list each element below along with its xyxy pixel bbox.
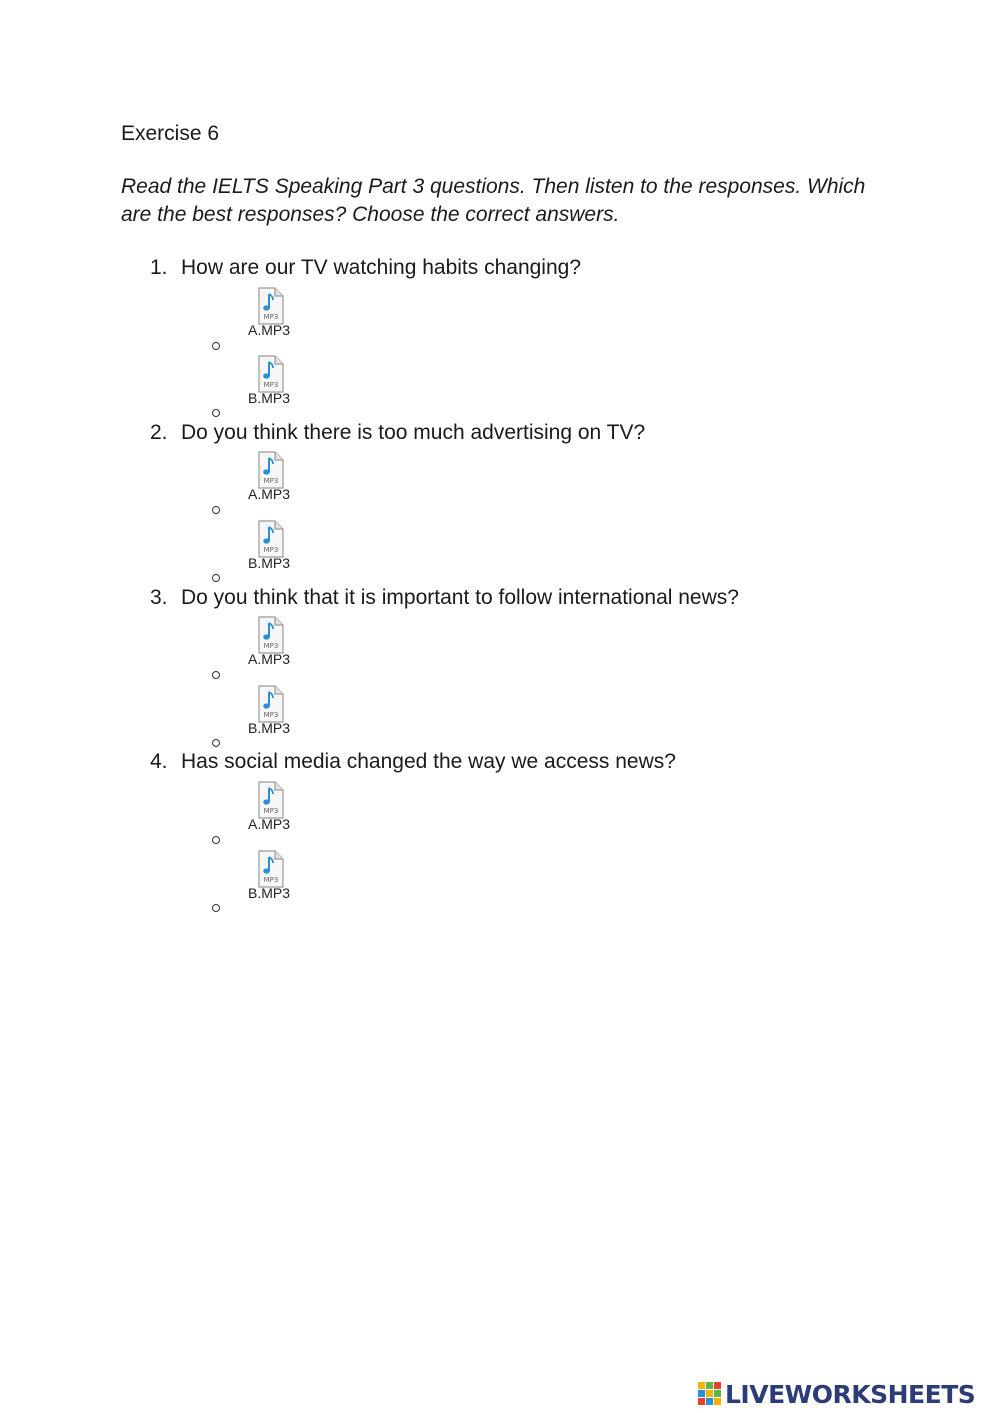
mp3-file-icon (252, 615, 286, 655)
question-number: 1. (150, 256, 168, 279)
question-text: Do you think there is too much advertising on TV? (181, 421, 646, 444)
question-text: How are our TV watching habits changing? (181, 256, 582, 279)
exercise-instructions: Read the IELTS Speaking Part 3 questions. Then listen to the responses. Which are the best responses? Choose the correct answers. (121, 175, 866, 226)
audio-option-3a[interactable] (242, 615, 296, 667)
radio-option-4a[interactable] (212, 836, 220, 844)
question-text: Has social media changed the way we access news? (181, 750, 676, 773)
question-text: Do you think that it is important to follow international news? (181, 586, 739, 609)
radio-option-3a[interactable] (212, 671, 220, 679)
svg-text:MP3: MP3 (263, 876, 279, 884)
svg-text:MP3: MP3 (263, 546, 279, 554)
audio-option-1a[interactable] (242, 286, 296, 338)
brand-name: LIVEWORKSHEETS (725, 1379, 976, 1409)
exercise-title: Exercise 6 (121, 122, 220, 145)
mp3-file-icon (252, 684, 286, 724)
question-3 (150, 586, 739, 610)
radio-option-3b[interactable] (212, 739, 220, 747)
audio-file-name: A.MP3 (247, 816, 290, 832)
audio-option-3b[interactable] (242, 684, 296, 736)
radio-option-4b[interactable] (212, 904, 220, 912)
svg-text:MP3: MP3 (263, 381, 279, 389)
svg-text:MP3: MP3 (263, 807, 279, 815)
svg-text:MP3: MP3 (263, 477, 279, 485)
audio-file-name: A.MP3 (247, 322, 290, 338)
mp3-file-icon (252, 519, 286, 559)
question-4 (150, 750, 676, 774)
svg-text:MP3: MP3 (263, 711, 279, 719)
mp3-file-icon (252, 450, 286, 490)
audio-option-1b[interactable] (242, 354, 296, 406)
question-number: 2. (150, 421, 168, 444)
audio-option-4b[interactable] (242, 849, 296, 901)
audio-file-name: B.MP3 (247, 555, 290, 571)
audio-file-name: A.MP3 (247, 651, 290, 667)
liveworksheets-mark-icon (697, 1380, 723, 1408)
audio-file-name: B.MP3 (247, 885, 290, 901)
audio-option-2b[interactable] (242, 519, 296, 571)
audio-file-name: B.MP3 (247, 720, 290, 736)
radio-option-1a[interactable] (212, 342, 220, 350)
radio-option-2b[interactable] (212, 574, 220, 582)
liveworksheets-logo (697, 1378, 975, 1410)
svg-text:MP3: MP3 (263, 313, 279, 321)
question-number: 3. (150, 586, 168, 609)
mp3-file-icon (252, 354, 286, 394)
mp3-file-icon (252, 849, 286, 889)
question-1 (150, 256, 581, 280)
question-2 (150, 421, 645, 445)
mp3-file-icon (252, 780, 286, 820)
question-number: 4. (150, 750, 168, 773)
mp3-file-icon (252, 286, 286, 326)
audio-option-2a[interactable] (242, 450, 296, 502)
radio-option-1b[interactable] (212, 409, 220, 417)
audio-option-4a[interactable] (242, 780, 296, 832)
audio-file-name: A.MP3 (247, 486, 290, 502)
audio-file-name: B.MP3 (247, 390, 290, 406)
svg-text:MP3: MP3 (263, 642, 279, 650)
radio-option-2a[interactable] (212, 506, 220, 514)
